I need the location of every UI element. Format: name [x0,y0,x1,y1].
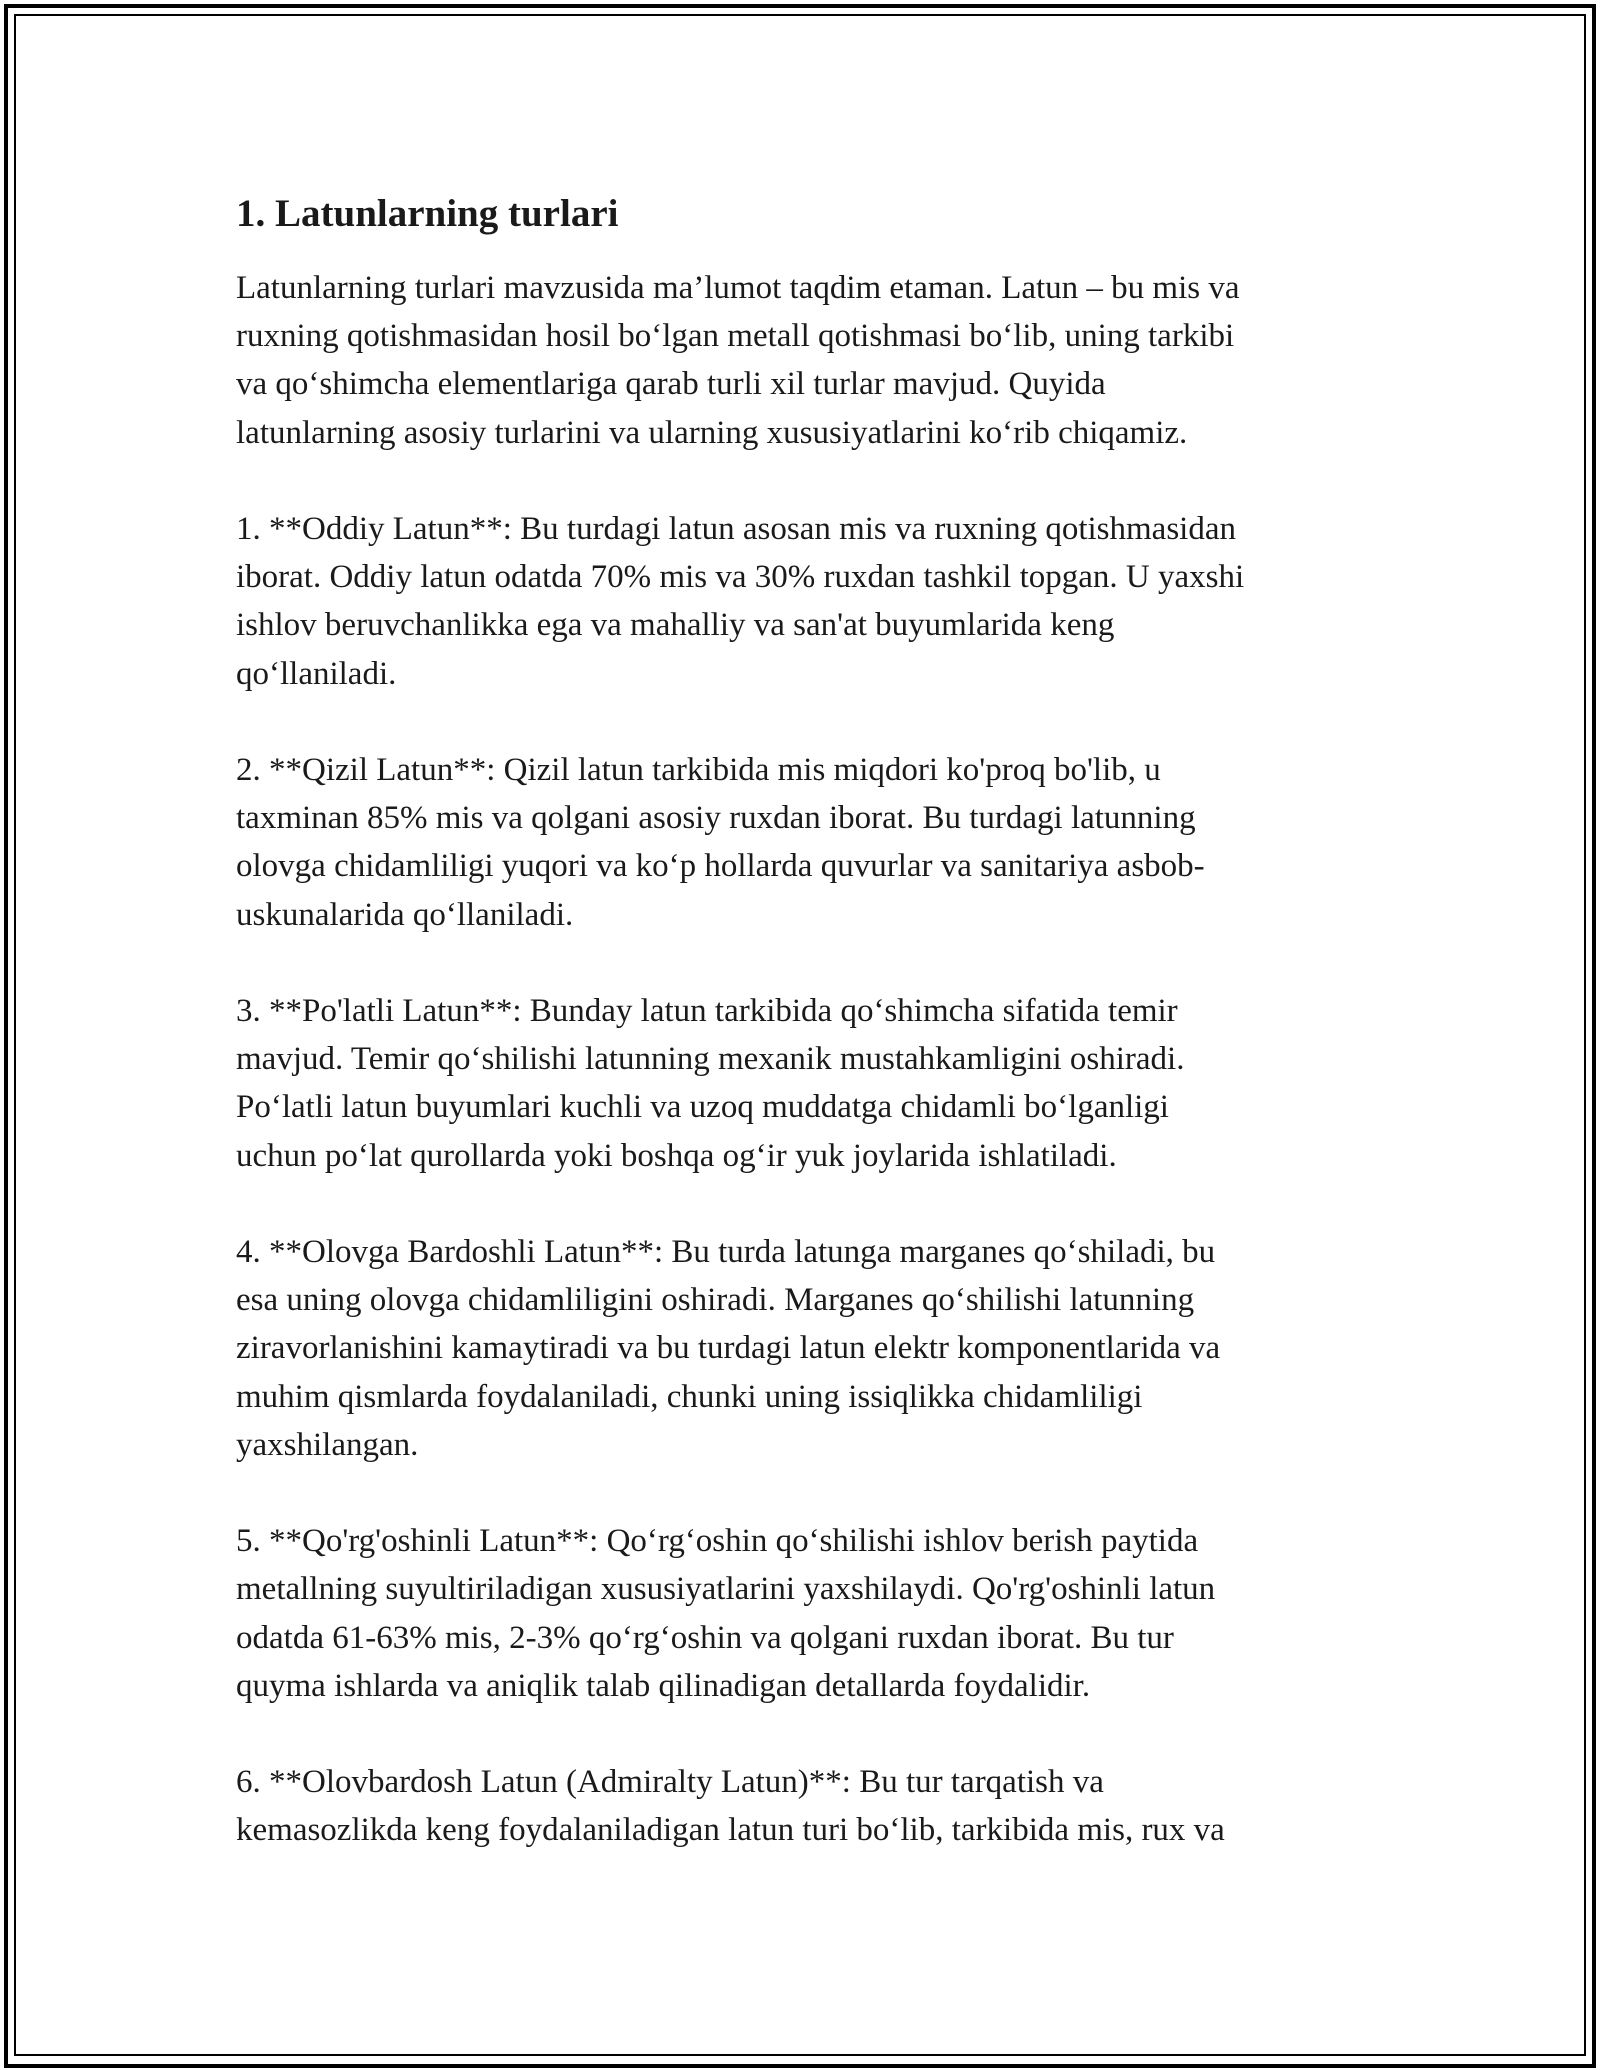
paragraph-line: quyma ishlarda va aniqlik talab qilinadigan detallarda foydalidir. [236,1667,1091,1704]
paragraph-line: muhim qismlarda foydalaniladi, chunki uning issiqlikka chidamliligi [236,1378,1143,1415]
paragraph-item-1 [236,505,1386,698]
paragraph-line: ishlov beruvchanlikka ega va mahalliy va san'at buyumlarida keng [236,607,1115,644]
paragraph-line: 3. **Po'latli Latun**: Bunday latun tarkibida qo‘shimcha sifatida temir [236,993,1178,1029]
paragraph-line: odatda 61-63% mis, 2-3% qo‘rg‘oshin va qolgani ruxdan iborat. Bu tur [236,1619,1174,1656]
paragraph-item-3 [236,987,1386,1180]
paragraph-line: 5. **Qo'rg'oshinli Latun**: Qo‘rg‘oshin qo‘shilishi ishlov berish paytida [236,1523,1199,1560]
paragraph-line: ziravorlanishini kamaytiradi va bu turdagi latun elektr komponentlarida va [236,1330,1221,1367]
paragraph-line: Latunlarning turlari mavzusida ma’lumot taqdim etaman. Latun – bu mis va [236,270,1240,306]
paragraph-item-5 [236,1517,1386,1710]
paragraph-line: va qo‘shimcha elementlariga qarab turli xil turlar mavjud. Quyida [236,366,1106,403]
paragraph-line: kemasozlikda keng foydalaniladigan latun turi bo‘lib, tarkibida mis, rux va [236,1812,1225,1849]
paragraph-line: taxminan 85% mis va qolgani asosiy ruxdan iborat. Bu turdagi latunning [236,800,1196,837]
paragraph-line: 1. **Oddiy Latun**: Bu turdagi latun asosan mis va ruxning qotishmasidan [236,511,1236,547]
paragraph-line: metallning suyultiriladigan xususiyatlarini yaxshilaydi. Qo'rg'oshinli latun [236,1571,1216,1608]
paragraph-line: iborat. Oddiy latun odatda 70% mis va 30% ruxdan tashkil topgan. U yaxshi [236,559,1245,596]
paragraph-item-4 [236,1228,1386,1469]
paragraph-line: yaxshilangan. [236,1426,419,1463]
paragraph-intro [236,264,1386,457]
paragraph-line: esa uning olovga chidamliligini oshiradi. Marganes qo‘shilishi latunning [236,1282,1195,1319]
paragraph-line: uchun po‘lat qurollarda yoki boshqa og‘ir yuk joylarida ishlatiladi. [236,1137,1117,1174]
paragraph-line: Po‘latli latun buyumlari kuchli va uzoq muddatga chidamli bo‘lganligi [236,1089,1169,1126]
document-title: 1. Latunlarning turlari [236,192,619,235]
paragraph-line: uskunalarida qo‘llaniladi. [236,896,574,933]
paragraph-line: latunlarning asosiy turlarini va ularning xususiyatlarini ko‘rib chiqamiz. [236,414,1188,451]
paragraph-line: 6. **Olovbardosh Latun (Admiralty Latun)**: Bu tur tarqatish va [236,1764,1104,1801]
paragraph-item-2 [236,746,1386,939]
paragraph-item-6 [236,1758,1386,1854]
paragraph-line: mavjud. Temir qo‘shilishi latunning mexanik mustahkamligini oshiradi. [236,1041,1185,1078]
paragraph-line: 4. **Olovga Bardoshli Latun**: Bu turda latunga marganes qo‘shiladi, bu [236,1234,1216,1270]
document-body [236,186,1386,1903]
paragraph-line: qo‘llaniladi. [236,655,397,692]
paragraph-line: ruxning qotishmasidan hosil bo‘lgan metall qotishmasi bo‘lib, uning tarkibi [236,318,1235,355]
paragraph-line: 2. **Qizil Latun**: Qizil latun tarkibida mis miqdori ko'proq bo'lib, u [236,752,1161,788]
paragraph-line: olovga chidamliligi yuqori va ko‘p hollarda quvurlar va sanitariya asbob- [236,848,1205,885]
